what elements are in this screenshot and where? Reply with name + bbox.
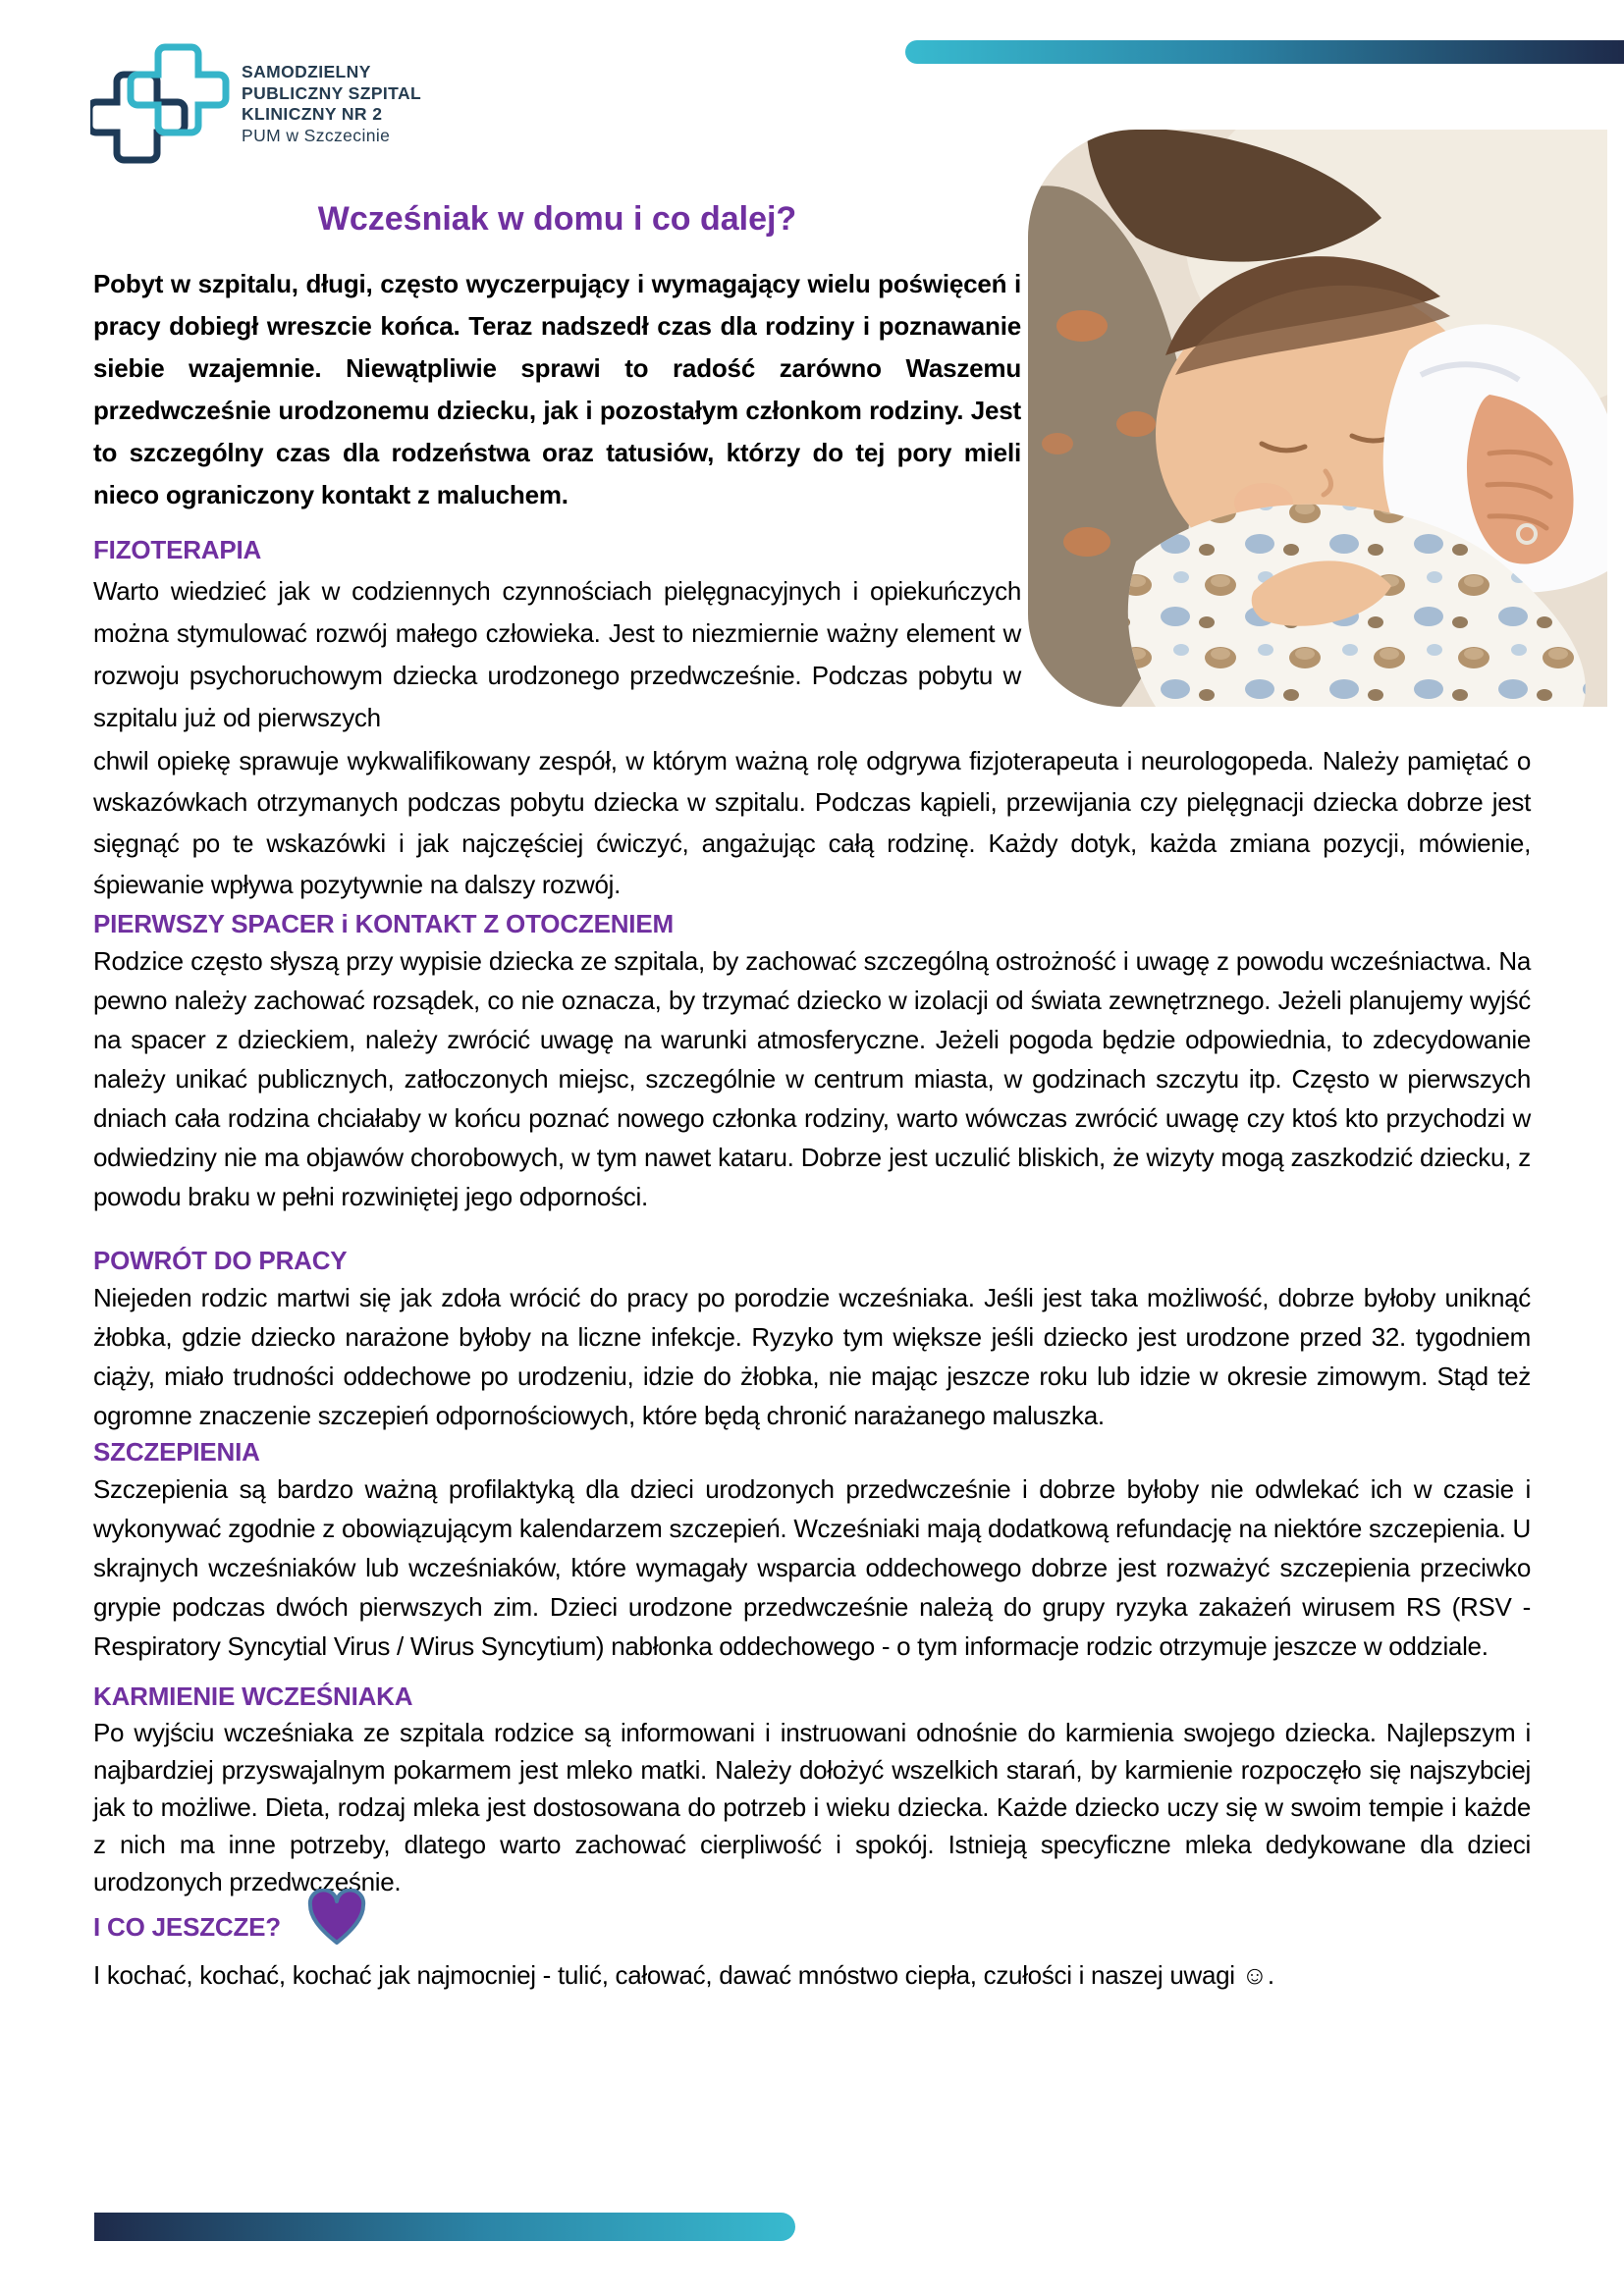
fizoterapia-body-narrow: Warto wiedzieć jak w codziennych czynnościach pielęgnacyjnych i opiekuńczych można stymulować rozwój małego człowieka. Jest to niezmiernie ważny element w rozwoju psychoruchowym dziecka urodzonego przedwcześnie. Podczas pobytu w szpitalu już od pierwszych [93,576,1021,732]
section-heading-szczepienia: SZCZEPIENIA [93,1437,260,1467]
jeszcze-body: I kochać, kochać, kochać jak najmocniej - tulić, całować, dawać mnóstwo ciepła, czułości i naszej uwagi ☺. [93,1960,1274,1990]
powrot-body: Niejeden rodzic martwi się jak zdoła wrócić do pracy po porodzie wcześniaka. Jeśli jest taka możliwość, dobrze byłoby uniknąć żłobka, gdzie dziecko narażone byłoby na liczne infekcje. Ryzyko tym większe jeśli dziecko jest urodzone przed 32. tygodniem ciąży, miało trudności oddechowe po urodzeniu, idzie do żłobka, nie mając jeszcze roku lub idzie w okresie zimowym. Stąd też ogromne znaczenie szczepień odpornościowych, które będą chronić narażanego maluszka. [93,1283,1531,1430]
intro-paragraph: Pobyt w szpitalu, długi, często wyczerpujący i wymagający wielu poświęceń i pracy dobiegł wreszcie końca. Teraz nadszedł czas dla rodziny i poznawanie siebie wzajemnie. Niewątpliwie sprawi to radość zarówno Waszemu przedwcześnie urodzonemu dziecku, jak i pozostałym członkom rodziny. Jest to szczególny czas dla rodzeństwa oraz tatusiów, którzy do tej pory mieli nieco ograniczony kontakt z maluchem. [93,269,1021,509]
purple-heart-icon [306,1889,367,1948]
section-heading-spacer: PIERWSZY SPACER i KONTAKT Z OTOCZENIEM [93,909,674,938]
logo-line-4: PUM w Szczecinie [242,125,391,145]
logo-line-3: KLINICZNY NR 2 [242,104,383,124]
logo-line-2: PUBLICZNY SZPITAL [242,82,422,103]
spacer-body: Rodzice często słyszą przy wypisie dziecka ze szpitala, by zachować szczególną ostrożność i uwagę z powodu wcześniactwa. Na pewno należy zachować rozsądek, co nie oznacza, by trzymać dziecko w izolacji od świata zewnętrznego. Jeżeli planujemy wyjść na spacer z dzieckiem, należy zwrócić uwagę na warunki atmosferyczne. Jeżeli pogoda będzie odpowiednia, to zdecydowanie należy unikać publicznych, zatłoczonych miejsc, szczególnie w centrum miasta, w godzinach szczytu itp. Często w pierwszych dniach cała rodzina chciałaby w końcu poznać nowego członka rodziny, warto wówczas zwrócić uwagę czy ktoś kto przychodzi w odwiedziny nie ma objawów chorobowych, w tym nawet kataru. Dobrze jest uczulić bliskich, że wizyty mogą zaszkodzić dziecku, z powodu braku w pełni rozwiniętej jego odporności. [93,946,1531,1211]
section-heading-karmienie: KARMIENIE WCZEŚNIAKA [93,1682,413,1711]
section-heading-jeszcze-row [93,1900,1531,1951]
document-content [93,0,1531,1995]
szczepienia-body: Szczepienia są bardzo ważną profilaktyką dla dzieci urodzonych przedwcześnie i dobrze byłoby nie odwlekać ich w czasie i wykonywać zgodnie z obowiązującym kalendarzem szczepień. Wcześniaki mają dodatkową refundację na niektóre szczepienia. U skrajnych wcześniaków lub wcześniaków, które wymagały wsparcia oddechowego dobrze jest rozważyć szczepienia przeciwko grypie podczas dwóch pierwszych zim. Dzieci urodzone przedwcześnie należą do grupy ryzyka zakażeń wirusem RS (RSV - Respiratory Syncytial Virus / Wirus Syncytium) nabłonka oddechowego - o tym informacje rodzic otrzymuje jeszcze w oddziale. [93,1474,1531,1661]
fizoterapia-body-wide: chwil opiekę sprawuje wykwalifikowany zespół, w którym ważną rolę odgrywa fizjoterapeuta i neurologopeda. Należy pamiętać o wskazówkach otrzymanych podczas pobytu dziecka w szpitalu. Podczas kąpieli, przewijania czy pielęgnacji dziecka dobrze jest sięgnąć po te wskazówki i jak najczęściej ćwiczyć, angażując całą rodzinę. Każdy dotyk, każda zmiana pozycji, mówienie, śpiewanie wpływa pozytywnie na dalszy rozwój. [93,746,1531,899]
bottom-gradient-bar [94,2213,795,2241]
section-heading-powrot: POWRÓT DO PRACY [93,1246,348,1275]
logo-line-1: SAMODZIELNY [242,62,371,81]
section-heading-jeszcze: I CO JESZCZE? [93,1912,281,1942]
section-heading-fizoterapia: FIZOTERAPIA [93,535,262,564]
karmienie-body: Po wyjściu wcześniaka ze szpitala rodzice są informowani i instruowani odnośnie do karmienia swojego dziecka. Najlepszym i najbardziej przyswajalnym pokarmem jest mleko matki. Należy dołożyć wszelkich starań, by karmienie rozpoczęło się najszybciej jak to możliwe. Dieta, rodzaj mleka jest dostosowana do potrzeb i wieku dziecka. Każde dziecko uczy się w swoim tempie i każde z nich ma inne potrzeby, dlatego warto zachować cierpliwość i spokój. Istnieją specyficzne mleka dedykowane dla dzieci urodzonych przedwcześnie. [93,1718,1531,1896]
page-title: Wcześniak w domu i co dalej? [317,200,797,238]
